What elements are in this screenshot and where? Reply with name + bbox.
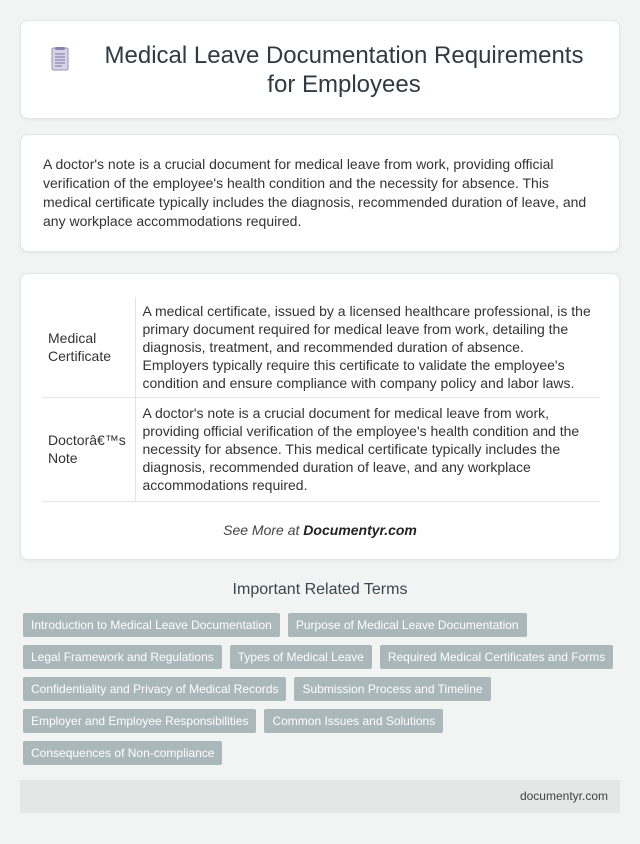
see-more-link[interactable]: Documentyr.com xyxy=(303,522,417,538)
see-more-prefix: See More at xyxy=(223,522,304,538)
term-cell: Medical Certificate xyxy=(42,297,135,397)
term-cell: Doctorâ€™s Note xyxy=(42,397,135,501)
footer-site-link[interactable]: documentyr.com xyxy=(519,789,608,803)
related-term-tag[interactable]: Consequences of Non-compliance xyxy=(23,741,222,765)
document-icon xyxy=(50,47,72,73)
table-row xyxy=(42,397,599,501)
intro-card xyxy=(20,134,620,252)
title-card xyxy=(20,20,620,119)
page-title: Medical Leave Documentation Requirements for Employees xyxy=(104,41,584,98)
definitions-card xyxy=(20,273,620,560)
related-term-tag[interactable]: Submission Process and Timeline xyxy=(294,677,490,701)
related-term-tag[interactable]: Required Medical Certificates and Forms xyxy=(380,645,613,669)
related-term-tag[interactable]: Introduction to Medical Leave Documentation xyxy=(23,613,280,637)
description-cell: A doctor's note is a crucial document for medical leave from work, providing official verification of the employee's health condition and the necessity for absence. This medical certificate typically includes the diagnosis, recommended duration of leave, and any workplace accommodations required. xyxy=(135,397,599,501)
description-cell: A medical certificate, issued by a licensed healthcare professional, is the primary document required for medical leave from work, detailing the diagnosis, treatment, and recommended duration of absence. Employers typically require this certificate to validate the employee's condition and ensure compliance with company policy and labor laws. xyxy=(135,297,599,397)
related-term-tag[interactable]: Confidentiality and Privacy of Medical Records xyxy=(23,677,286,701)
related-terms-list xyxy=(23,613,623,773)
title-wrap xyxy=(50,41,590,99)
see-more xyxy=(21,522,619,538)
intro-text: A doctor's note is a crucial document for medical leave from work, providing official verification of the employee's health condition and the necessity for absence. This medical certificate typically includes the diagnosis, recommended duration of leave, and any workplace accommodations required. xyxy=(43,156,587,229)
related-term-tag[interactable]: Purpose of Medical Leave Documentation xyxy=(288,613,527,637)
definitions-table xyxy=(42,297,599,502)
related-term-tag[interactable]: Employer and Employee Responsibilities xyxy=(23,709,256,733)
related-term-tag[interactable]: Types of Medical Leave xyxy=(230,645,372,669)
table-row xyxy=(42,297,599,397)
related-term-tag[interactable]: Common Issues and Solutions xyxy=(264,709,443,733)
related-term-tag[interactable]: Legal Framework and Regulations xyxy=(23,645,222,669)
footer xyxy=(20,780,620,813)
related-terms-heading: Important Related Terms xyxy=(232,581,408,598)
